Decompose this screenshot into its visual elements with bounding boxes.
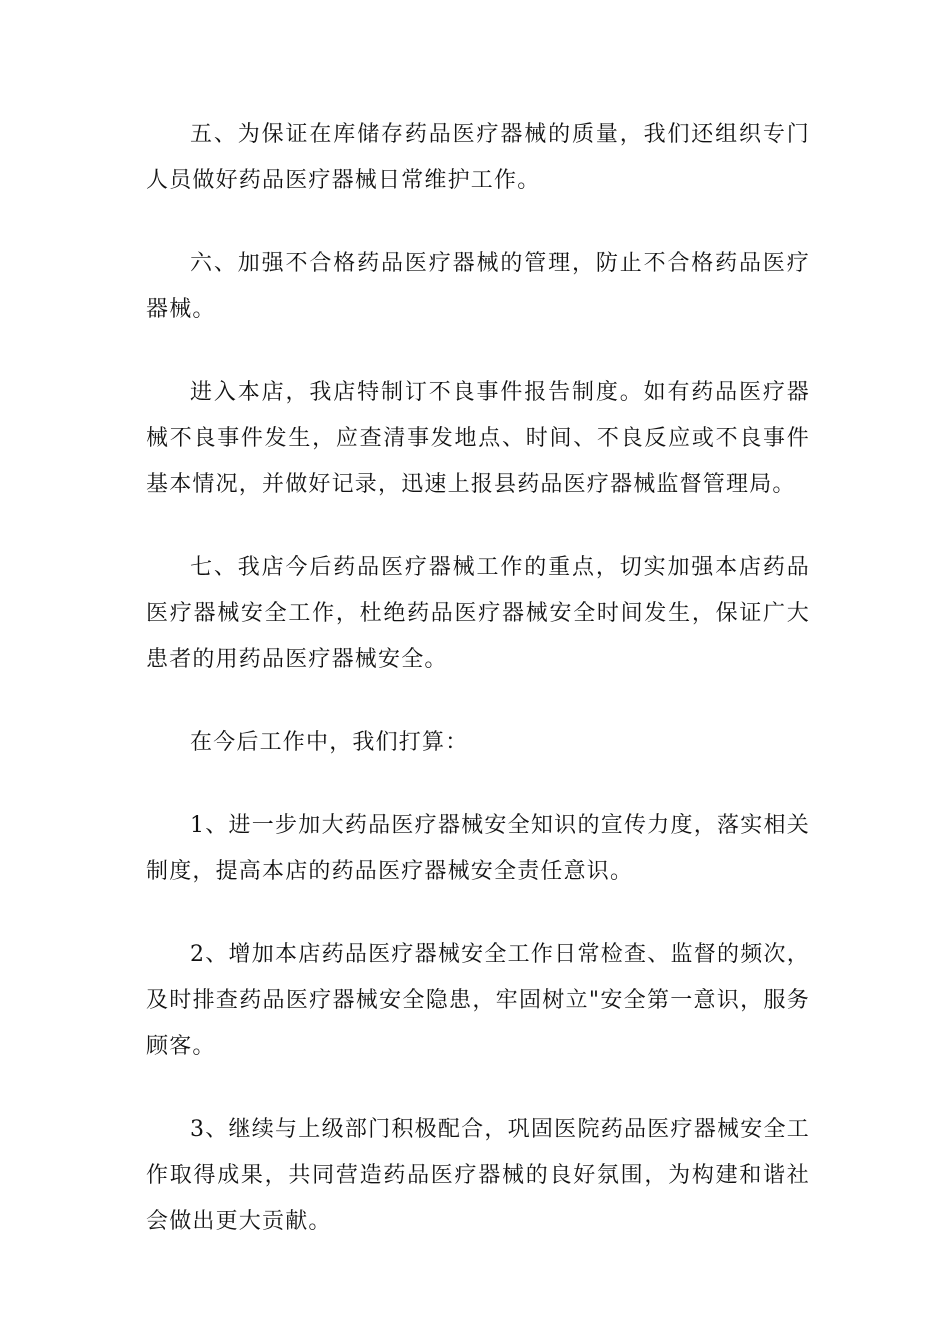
paragraph-section-6: 六、加强不合格药品医疗器械的管理，防止不合格药品医疗器械。 [146, 251, 810, 322]
paragraph-plan-item-1: 1、进一步加大药品医疗器械安全知识的宣传力度，落实相关制度，提高本店的药品医疗器械安全责任意识。 [146, 813, 810, 884]
document-body [146, 112, 810, 1245]
paragraph-section-5: 五、为保证在库储存药品医疗器械的质量，我们还组织专门人员做好药品医疗器械日常维护工作。 [146, 122, 810, 193]
paragraph-adverse-event-reporting: 进入本店，我店特制订不良事件报告制度。如有药品医疗器械不良事件发生，应查清事发地点、时间、不良反应或不良事件基本情况，并做好记录，迅速上报县药品医疗器械监督管理局。 [146, 380, 810, 497]
paragraph-future-plans-intro: 在今后工作中，我们打算： [190, 730, 469, 755]
paragraph-section-7: 七、我店今后药品医疗器械工作的重点，切实加强本店药品医疗器械安全工作，杜绝药品医疗器械安全时间发生，保证广大患者的用药品医疗器械安全。 [146, 555, 810, 672]
paragraph-plan-item-3: 3、继续与上级部门积极配合，巩固医院药品医疗器械安全工作取得成果，共同营造药品医疗器械的良好氛围，为构建和谐社会做出更大贡献。 [146, 1117, 810, 1234]
paragraph-plan-item-2: 2、增加本店药品医疗器械安全工作日常检查、监督的频次，及时排查药品医疗器械安全隐患，牢固树立"安全第一意识，服务顾客。 [146, 942, 810, 1059]
